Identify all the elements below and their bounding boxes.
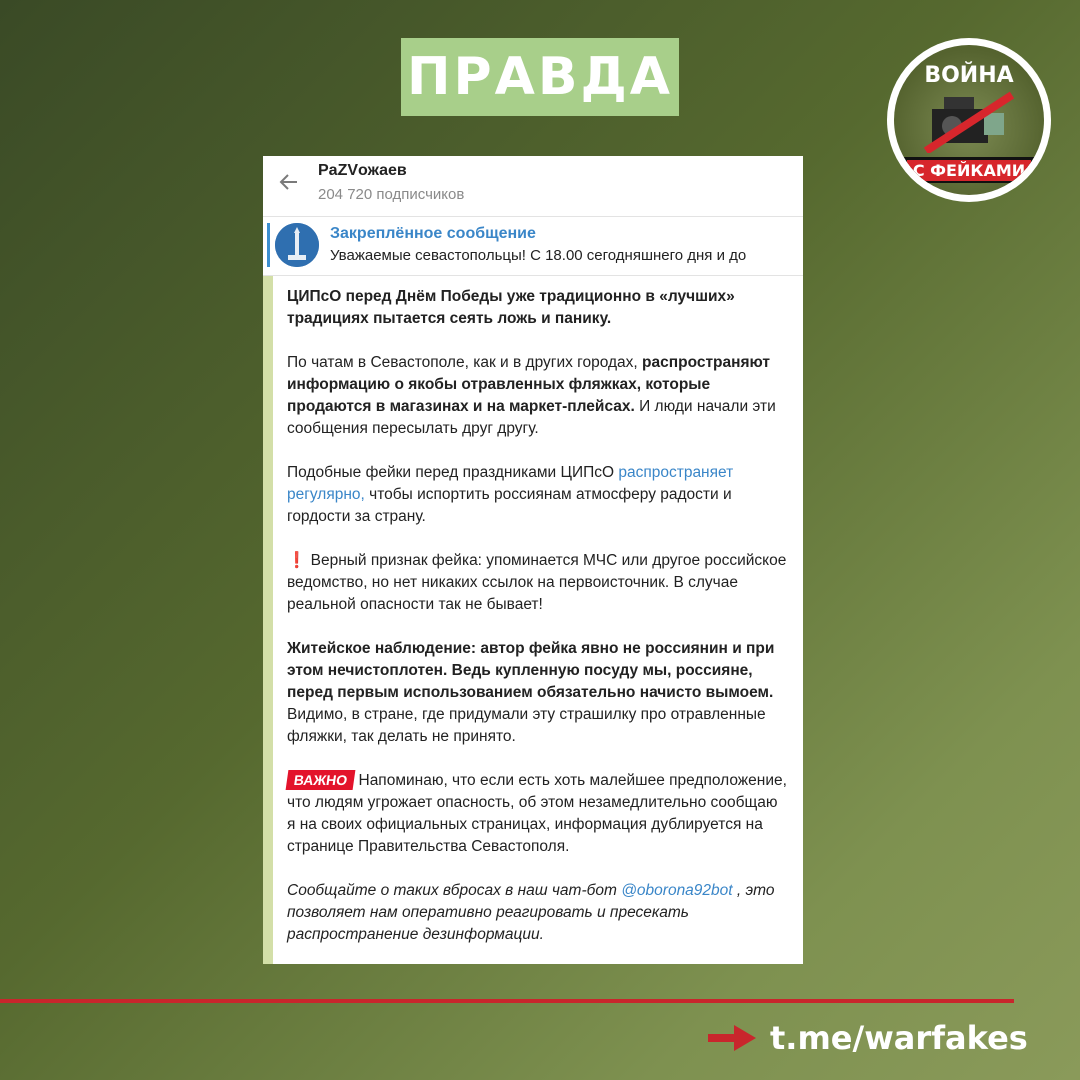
footer-link-text[interactable]: t.me/warfakes xyxy=(770,1019,1028,1057)
chat-area xyxy=(263,276,803,964)
paragraph-1: ЦИПсО перед Днём Победы уже традиционно в «лучших» традициях пытается сеять ложь и панику. xyxy=(287,288,735,327)
footer-link[interactable] xyxy=(708,1018,1028,1058)
logo-circle xyxy=(894,45,1044,195)
inline-link[interactable]: распространяет регулярно, xyxy=(287,464,734,503)
logo-bottom-text: С ФЕЙКАМИ xyxy=(894,160,1044,181)
monument-icon xyxy=(275,223,319,267)
logo-top-text: ВОЙНА xyxy=(924,63,1014,88)
paragraph-6: ВАЖНО Напоминаю, что если есть хоть малейшее предположение, что людям угрожает опасность, об этом незамедлительно сообщаю я на своих официальных страницах, информация дублируется на странице Правительства Севастополя. xyxy=(287,772,787,855)
red-divider xyxy=(0,999,1014,1003)
pinned-preview: Уважаемые севастопольцы! С 18.00 сегодняшнего дня и до xyxy=(330,247,747,264)
back-arrow-icon[interactable] xyxy=(277,170,301,194)
red-arrow-icon xyxy=(708,1025,756,1051)
message-bubble xyxy=(273,276,803,964)
pinned-title: Закреплённое сообщение xyxy=(330,225,536,242)
exclamation-icon: ❗ xyxy=(287,552,307,569)
channel-header xyxy=(263,156,803,217)
pravda-label: ПРАВДА xyxy=(406,47,674,107)
telegram-screenshot xyxy=(263,156,803,964)
message-text xyxy=(287,286,787,964)
channel-name[interactable]: PaZVожаев xyxy=(318,162,407,179)
pinned-message[interactable] xyxy=(263,217,803,276)
important-tag: ВАЖНО xyxy=(286,770,356,790)
pinned-accent-bar xyxy=(267,223,270,267)
camera-icon xyxy=(922,91,1016,153)
paragraph-5: Житейское наблюдение: автор фейка явно не россиянин и при этом нечистоплотен. Ведь купленную посуду мы, россияне, перед первым использованием обязательно начисто вымоем. Видимо, в стране, где придумали эту страшилку про отравленные фляжки, так делать не принято. xyxy=(287,640,775,745)
paragraph-7: Сообщайте о таких вбросах в наш чат-бот @oborona92bot , это позволяет нам оперативно реагировать и пресекать распространение дезинформации. xyxy=(287,882,775,943)
paragraph-3: Подобные фейки перед праздниками ЦИПсО распространяет регулярно, чтобы испортить россиянам атмосферу радости и гордости за страну. xyxy=(287,464,734,525)
paragraph-2: По чатам в Севастополе, как и в других городах, распространяют информацию о якобы отравленных фляжках, которые продаются в магазинах и на маркет-плейсах. И люди начали эти сообщения пересылать друг другу. xyxy=(287,354,776,437)
pravda-badge xyxy=(401,38,679,116)
paragraph-4: ❗ Верный признак фейка: упоминается МЧС или другое российское ведомство, но нет никаких ссылок на первоисточник. В случае реальной опасности так не бывает! xyxy=(287,552,787,613)
subscriber-count: 204 720 подписчиков xyxy=(318,186,465,203)
warfakes-logo xyxy=(887,38,1051,202)
bot-link[interactable]: @oborona92bot xyxy=(621,882,733,899)
